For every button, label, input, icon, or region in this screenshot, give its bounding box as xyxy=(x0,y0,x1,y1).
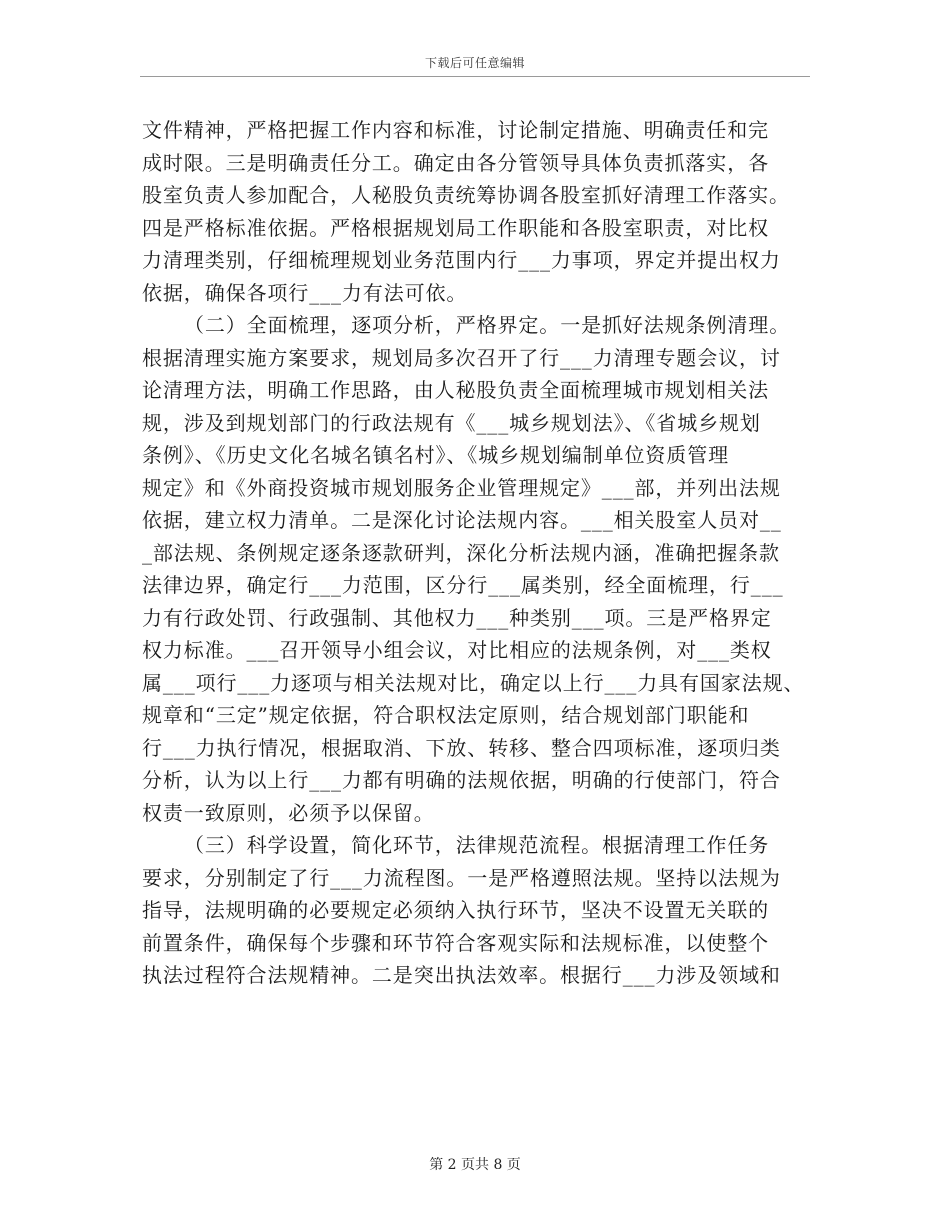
text-line: 规章和“三定”规定依据，符合职权法定原则，结合规划部门职能和 xyxy=(142,703,750,727)
text-line: 文件精神，严格把握工作内容和标准，讨论制定措施、明确责任和完 xyxy=(142,118,769,142)
text-line: _部法规、条例规定逐条逐款研判，深化分析法规内涵，准确把握条款 xyxy=(142,540,780,565)
text-line: 权责一致原则，必须予以保留。 xyxy=(142,800,435,825)
text-line: 行___力执行情况，根据取消、下放、转移、整合四项标准，逐项归类 xyxy=(142,735,781,760)
text-line: 法律边界，确定行___力范围，区分行___属类别，经全面梳理，行___ xyxy=(142,573,784,597)
text-line: 四是严格标准依据。严格根据规划局工作职能和各股室职责，对比权 xyxy=(142,215,769,240)
text-line: 根据清理实施方案要求，规划局多次召开了行___力清理专题会议，讨 xyxy=(142,345,781,370)
text-line: 力清理类别，仔细梳理规划业务范围内行___力事项，界定并提出权力 xyxy=(142,248,781,272)
text-line: 前置条件，确保每个步骤和环节符合客观实际和法规标准，以使整个 xyxy=(142,930,769,955)
text-line: 规定》和《外商投资城市规划服务企业管理规定》___部，并列出法规 xyxy=(142,475,781,500)
page-header: 下载后可任意编辑 xyxy=(424,56,525,70)
text-line: 指导，法规明确的必要规定必须纳入执行环节，坚决不设置无关联的 xyxy=(142,898,769,922)
text-line: 力有行政处罚、行政强制、其他权力___种类别___项。三是严格界定 xyxy=(142,605,772,630)
text-line: 条例》、《历史文化名城名镇名村》、《城乡规划编制单位资质管理 xyxy=(142,443,729,467)
text-line: 规，涉及到规划部门的行政法规有《___城乡规划法》、《省城乡规划 xyxy=(142,410,761,435)
page-footer: 第 2 页共 8 页 xyxy=(429,1157,521,1173)
text-line: 成时限。三是明确责任分工。确定由各分管领导具体负责抓落实，各 xyxy=(142,150,769,175)
document-body xyxy=(142,114,822,992)
text-line: 依据，建立权力清单。二是深化讨论法规内容。___相关股室人员对__ xyxy=(142,508,782,532)
text-line: 分析，认为以上行___力都有明确的法规依据，明确的行使部门，符合 xyxy=(142,768,781,792)
text-line: （二）全面梳理，逐项分析，严格界定。一是抓好法规条例清理。 xyxy=(184,313,791,337)
text-line: 执法过程符合法规精神。二是突出执法效率。根据行___力涉及领域和 xyxy=(142,963,781,987)
header-divider xyxy=(140,76,810,77)
text-line: 权力标准。___召开领导小组会议，对比相应的法规条例，对___类权 xyxy=(142,638,772,662)
text-line: 依据，确保各项行___力有法可依。 xyxy=(142,280,468,305)
text-line: 属___项行___力逐项与相关法规对比，确定以上行___力具有国家法规、 xyxy=(142,670,805,695)
text-line: 论清理方法，明确工作思路，由人秘股负责全面梳理城市规划相关法 xyxy=(142,378,769,402)
text-line: 要求，分别制定了行___力流程图。一是严格遵照法规。坚持以法规为 xyxy=(142,865,781,890)
text-line: （三）科学设置，简化环节，法律规范流程。根据清理工作任务 xyxy=(184,833,770,857)
text-line: 股室负责人参加配合，人秘股负责统筹协调各股室抓好清理工作落实。 xyxy=(142,183,790,207)
